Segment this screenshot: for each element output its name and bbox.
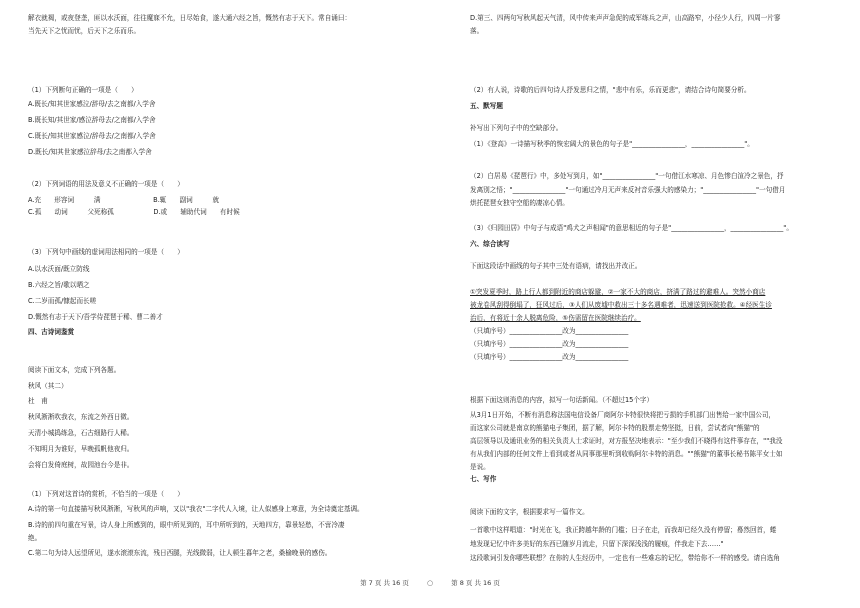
option-d: D.第三、四两句写秋风起天气清，风中传来声声急促的成军练兵之声，山高路窄，小径少人行，四周一片寥 — [470, 14, 781, 22]
poem-author: 杜 甫 — [28, 397, 48, 405]
instruction: 下面这段话中画线的句子其中三处有语病，请找出并改正。 — [470, 262, 642, 270]
writing-line: 地发现记忆中许多美好的东西已随岁月流走，只留下深深浅浅的履痕，伴我走下去……" — [470, 540, 724, 548]
poem-line: 会将白发倚庭树，故园池台今是非。 — [28, 461, 134, 469]
poem-question-2: （2）有人说，诗歌的后四句诗人抒发思归之情，"悲中有乐，乐而更悲"，请结合诗句简要分析。 — [470, 86, 751, 94]
poem-title: 秋风（其二） — [28, 382, 68, 390]
page-number-right: 第 8 页 共 16 页 — [451, 579, 500, 587]
intro-line: 解衣就褐，或夜登垄，匪以水沃面，往往魔寐不允，日尽始食，遂大通六经之旨，慨然有志于天下。常自诵曰： — [28, 14, 352, 22]
writing-line: 一首歌中这样唱道："时光在飞，我正跨越年龄的门槛；日子在走，而我却已经久没有停留；蓦然回首，蜷 — [470, 526, 777, 534]
instruction: 阅读下面文本，完成下列各题。 — [28, 366, 121, 374]
intro-line: 当先天下之忧而忧，后天下之乐而乐。 — [28, 27, 141, 35]
option-a: A.诗的第一句直接描写秋风淅淅，写秋风的声响，又以"我衣"二字代人入境，让人似感身上寒意，为全诗奠定基调。 — [28, 505, 364, 513]
news-line: 而这家公司就是南京的熊猫电子集团，据了解，阿尔卡特的股票走势坚挺，日前，尝试者向"熊猫"的 — [470, 424, 760, 432]
option-d: D.慨然有志于天下/吾学侍琵琶于稀、曹二善才 — [28, 313, 163, 321]
page-footer — [0, 578, 860, 587]
section-heading: 七、写作 — [470, 475, 497, 483]
option-a: A.以水沃面/既立防线 — [28, 265, 90, 273]
correction-line: （只填序号）________________改为________________ — [470, 340, 629, 348]
news-question: 根据下面这则消息的内容，拟写一句话新闻。（不超过15个字） — [470, 396, 654, 404]
option-d: D.既长/知其世家感泣辞母/去之南都入学舍 — [28, 148, 152, 156]
fill-blank-3: （3）《归园田居》中句子与成语"鸡犬之声相闻"的意思相近的句子是"________________，________________"。 — [470, 224, 793, 232]
section-heading: 五、默写题 — [470, 102, 503, 110]
news-line: 是说。 — [470, 463, 490, 471]
poem-line: 天清小城捣练急，石古细路行人稀。 — [28, 429, 134, 437]
poem-question-1: （1）下列对这首诗的赏析，不恰当的一项是（ ） — [28, 490, 184, 498]
correction-line: （只填序号）________________改为________________ — [470, 353, 629, 361]
fill-blank-2-cont: 发离别之悟；"________________"一句通过冷月无声来反衬音乐强大的感染力；"________________"一句借月 — [470, 186, 786, 194]
instruction: 补写出下列句子中的空缺部分。 — [470, 124, 563, 132]
option-ab: A.充 形容词 满 B.辄 副词 就 — [28, 196, 220, 204]
section-heading: 六、综合读写 — [470, 240, 510, 248]
option-c: C.既长/知其世家感泣/辞母去/之南都/入学舍 — [28, 132, 156, 140]
passage-line: ①突发夏季时，路上行人都到附近的商店躲避，②一家不大的商店，挤满了路过的避难人。突然小商店 — [470, 288, 766, 296]
question-2: （2）下列词语的用法及意义不正确的一项是（ ） — [28, 180, 184, 188]
news-line: 高层领导以及通讯业务的相关负责人士求证时，对方报坚决地表示："至少我们不晓得有这件事存在，""我没 — [470, 437, 783, 445]
instruction: 阅读下面的文字，根据要求写一篇作文。 — [470, 508, 589, 516]
section-heading: 四、古诗词鉴赏 — [28, 328, 75, 336]
option-b-cont: 绝。 — [28, 534, 42, 542]
fill-blank-2-cont: 烘托琵琶女独守空船的凄凉心情。 — [470, 199, 569, 207]
option-b: B.六经之旨/歌以晒之 — [28, 281, 90, 289]
passage-line: 被龙卷风刮得倒塌了，狂风过后，③人们从废墟中救出三十多名遇难者，迅速送到医院抢救。④经医生诊 — [470, 301, 772, 309]
option-b: B.诗的前四句重在写景，诗人身上所感到的，眼中所见到的，耳中所听到的，天地四方，靠景轻愁，不啻冷凄 — [28, 521, 345, 529]
news-line: 从3月1日开始，不断有消息称法国电信设备厂商阿尔卡特很快将把亏损的手机部门出售给一家中国公司， — [470, 411, 776, 419]
writing-line: 这段歌词引发你哪些联想？在你的人生经历中，一定也有一些难忘的记忆，带给你不一样的感受。请自选角 — [470, 554, 780, 562]
fill-blank-2: （2）白居易《琵琶行》中，多处写到月，如"________________"一句借江水寒凉、月色惨白渲冷之景色，抒 — [470, 172, 784, 180]
option-b: B.既长知/其世家/感泣辞母去/之南都/入学舍 — [28, 116, 156, 124]
page-number-left: 第 7 页 共 16 页 — [360, 579, 409, 587]
option-c: C.第二句为诗人远望所见，遂水滚滚东流，残日西腿，光线微弱，让人顿生暮年之老，桑榆晚景的感伤。 — [28, 549, 332, 557]
poem-line: 秋风淅淅吹我衣，东流之外西日微。 — [28, 413, 134, 421]
correction-line: （只填序号）________________改为________________ — [470, 327, 629, 335]
question-1: （1）下列断句正确的一项是（ ） — [28, 86, 138, 94]
option-c: C.二岁而孤/慷起而长嗟 — [28, 297, 97, 305]
news-line: 有从我们内部的任何文件上看到或者从同事那里听到收购阿尔卡特的消息。""熊猫"的董事长秘书陈平女士如 — [470, 450, 783, 458]
option-d-cont: 落。 — [470, 27, 484, 35]
passage-line: 治后，有将近十余人脱离危险，⑤伤需留在医院继续治疗。 — [470, 314, 641, 322]
poem-line: 不知明月为谁好，早晚孤帆他夜归。 — [28, 445, 134, 453]
circle-icon: ○ — [426, 579, 434, 587]
option-cd: C.孤 动词 父死称孤 D.或 辅助代词 有时候 — [28, 208, 240, 216]
fill-blank-1: （1）《登高》一诗描写秋季的恢宏阔大的景色的句子是"________________，________________"。 — [470, 140, 754, 148]
option-a: A.既长/知其世家感泣/辞母/去之南都/入学舍 — [28, 100, 156, 108]
question-3: （3）下列句中画线的虚词用法相同的一项是（ ） — [28, 248, 184, 256]
